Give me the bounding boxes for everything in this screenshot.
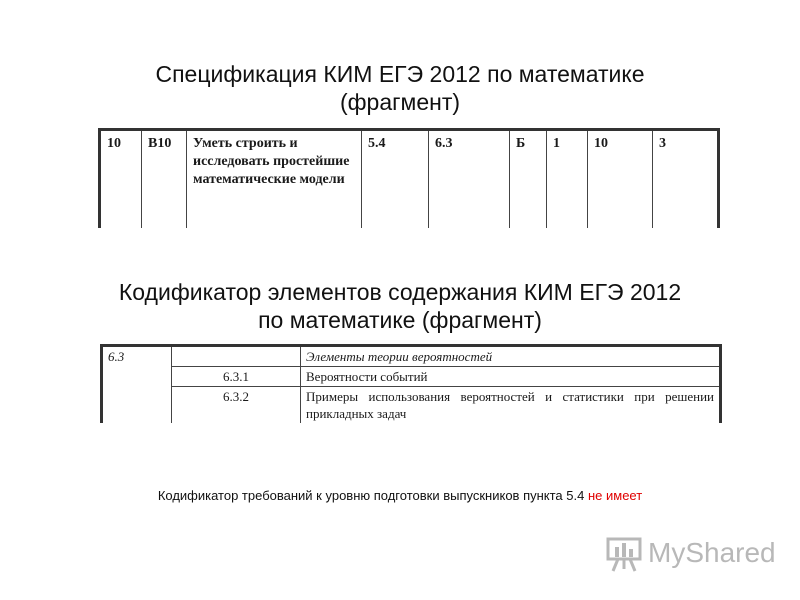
- table-cell: Вероятности событий: [301, 367, 721, 387]
- table-cell: Б: [510, 130, 547, 229]
- codifier-table: [100, 344, 722, 423]
- table-cell: 6.3.1: [172, 367, 301, 387]
- table-row: [102, 367, 721, 387]
- spec-title-line1: Спецификация КИМ ЕГЭ 2012 по математике: [155, 61, 645, 87]
- table-cell: [172, 346, 301, 367]
- table-cell: 10: [100, 130, 142, 229]
- table-cell: 5.4: [362, 130, 429, 229]
- table-cell: 6.3: [429, 130, 510, 229]
- table-cell: 6.3: [102, 346, 172, 424]
- spec-title: [0, 60, 800, 116]
- table-row: [102, 387, 721, 424]
- table-cell: Элементы теории вероятностей: [301, 346, 721, 367]
- myshared-logo[interactable]: [606, 533, 776, 573]
- table-cell: Уметь строить и исследовать простейшие математические модели: [187, 130, 362, 229]
- table-cell: 10: [588, 130, 653, 229]
- table-cell: Примеры использования вероятностей и статистики при решении прикладных задач: [301, 387, 721, 424]
- table-cell: 3: [659, 136, 666, 151]
- requirements-note: [0, 488, 800, 503]
- codifier-title: [0, 278, 800, 334]
- table-row: [102, 346, 721, 367]
- spec-table: [98, 128, 720, 228]
- codifier-title-line1: Кодификатор элементов содержания КИМ ЕГЭ 2012: [118, 279, 682, 305]
- note-text: Кодификатор требований к уровню подготовки выпускников пункта 5.4: [157, 488, 585, 503]
- table-row: [100, 130, 719, 229]
- table-cell: В10: [142, 130, 187, 229]
- note-highlight: не имеет: [587, 488, 643, 503]
- codifier-title-line2: по математике (фрагмент): [258, 307, 542, 333]
- logo-text: MyShared: [648, 537, 776, 568]
- myshared-logo-icon: [606, 533, 642, 573]
- table-cell: 6.3.2: [172, 387, 301, 424]
- spec-title-line2: (фрагмент): [339, 89, 461, 115]
- table-cell: 1: [547, 130, 588, 229]
